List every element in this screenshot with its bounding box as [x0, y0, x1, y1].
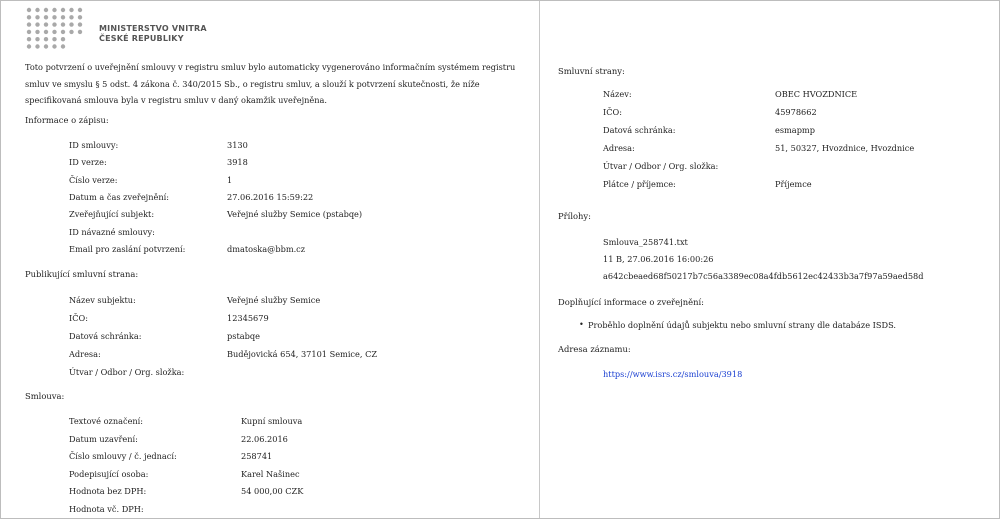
strany-value: 51, 50327, Hvozdnice, Hvozdnice	[775, 143, 915, 153]
logo-dot	[61, 8, 65, 12]
logo-dots-icon	[25, 6, 91, 52]
smlouva-value: 258741	[241, 451, 273, 461]
publikujici-label: Datová schránka:	[69, 331, 142, 341]
logo-dot	[78, 8, 82, 12]
logo-dot	[35, 22, 39, 26]
smlouva-row	[69, 414, 489, 428]
adresa-heading: Adresa záznamu:	[558, 344, 631, 354]
strany-value: Příjemce	[775, 179, 812, 189]
smlouva-row	[69, 467, 489, 481]
zapis-label: ID verze:	[69, 157, 107, 168]
zapis-heading: Informace o zápisu:	[25, 115, 109, 125]
logo-dot	[44, 44, 48, 48]
logo-dot	[35, 30, 39, 34]
logo-dot	[52, 44, 56, 48]
publikujici-value: Budějovická 654, 37101 Semice, CZ	[227, 349, 378, 359]
logo-dot	[27, 8, 31, 12]
zapis-row	[69, 207, 489, 221]
strany-row	[603, 141, 1000, 155]
smlouva-label: Podepisující osoba:	[69, 468, 149, 479]
doplnujici-heading: Doplňující informace o zveřejnění:	[558, 297, 704, 307]
zapis-value: 3918	[227, 157, 248, 168]
zapis-value: 3130	[227, 140, 248, 150]
logo-dot	[78, 22, 82, 26]
zapis-label: ID návazné smlouvy:	[69, 226, 155, 237]
ministry-logo	[25, 6, 285, 52]
zapis-row	[69, 225, 489, 239]
logo-dot	[52, 30, 56, 34]
strany-label: Útvar / Odbor / Org. složka:	[603, 161, 719, 171]
strany-heading: Smluvní strany:	[558, 66, 625, 76]
logo-dot	[27, 30, 31, 34]
publikujici-value: 12345679	[227, 313, 269, 323]
attachment-meta: 11 B, 27.06.2016 16:00:26	[603, 254, 714, 264]
publikujici-value: pstabqe	[227, 331, 260, 341]
publikujici-row	[69, 365, 489, 379]
zapis-row	[69, 190, 489, 204]
strany-row	[603, 159, 1000, 173]
publikujici-value: Veřejné služby Semice	[227, 295, 321, 305]
strany-label: IČO:	[603, 107, 622, 117]
strany-value: esmapmp	[775, 125, 815, 135]
smlouva-row	[69, 502, 489, 516]
logo-dot	[61, 30, 65, 34]
smlouva-value: Karel Našinec	[241, 468, 300, 479]
smlouva-row	[69, 449, 489, 463]
logo-dot	[52, 22, 56, 26]
logo-dot	[78, 15, 82, 19]
logo-dot	[27, 44, 31, 48]
logo-dot	[44, 30, 48, 34]
logo-dot	[27, 15, 31, 19]
logo-text	[99, 24, 207, 44]
zapis-label: Datum a čas zveřejnění:	[69, 191, 169, 202]
logo-line1: MINISTERSTVO VNITRA	[99, 24, 207, 33]
zapis-value: Veřejné služby Semice (pstabqe)	[227, 209, 363, 220]
smlouva-label: Datum uzavření:	[69, 433, 138, 444]
logo-dot	[35, 15, 39, 19]
logo-dot	[52, 8, 56, 12]
zapis-label: Zveřejňující subjekt:	[69, 209, 155, 220]
logo-dot	[35, 44, 39, 48]
logo-dot	[35, 8, 39, 12]
smlouva-label: Hodnota vč. DPH:	[69, 503, 144, 514]
strany-label: Datová schránka:	[603, 125, 676, 135]
bullet-icon: •	[579, 319, 584, 329]
logo-dot	[61, 37, 65, 41]
smlouva-row	[69, 484, 489, 498]
logo-dot	[35, 37, 39, 41]
smlouva-value: 54 000,00 CZK	[241, 486, 304, 496]
publikujici-label: Útvar / Odbor / Org. složka:	[69, 367, 185, 377]
publikujici-label: Název subjektu:	[69, 295, 136, 305]
logo-line2: ČESKÉ REPUBLIKY	[99, 34, 184, 43]
attachment-name[interactable]: Smlouva_258741.txt	[603, 237, 688, 247]
logo-dot	[61, 15, 65, 19]
publikujici-label: Adresa:	[69, 349, 101, 359]
publikujici-label: IČO:	[69, 313, 88, 323]
strany-label: Plátce / příjemce:	[603, 179, 676, 189]
zapis-row	[69, 173, 489, 187]
logo-dot	[69, 22, 73, 26]
logo-dot	[69, 15, 73, 19]
logo-dot	[44, 15, 48, 19]
strany-row	[603, 177, 1000, 191]
attachment-hash: a642cbeaed68f50217b7c56a3389ec08a4fdb5612ec42433b3a7f97a59aed58d	[603, 271, 924, 281]
strany-value: OBEC HVOZDNICE	[775, 89, 858, 99]
logo-dot	[52, 37, 56, 41]
prilohy-heading: Přílohy:	[558, 211, 591, 221]
publikujici-row	[69, 347, 489, 361]
smlouva-heading: Smlouva:	[25, 391, 65, 401]
logo-dot	[27, 22, 31, 26]
zapis-value: dmatoska@bbm.cz	[227, 243, 306, 254]
logo-dot	[61, 44, 65, 48]
smlouva-value: 22.06.2016	[241, 433, 288, 444]
publikujici-row	[69, 311, 489, 325]
smlouva-label: Hodnota bez DPH:	[69, 486, 147, 496]
logo-dot	[69, 30, 73, 34]
strany-value: 45978662	[775, 107, 817, 117]
smlouva-label: Textové označení:	[69, 416, 144, 426]
zapis-label: Email pro zaslání potvrzení:	[69, 243, 186, 254]
column-divider	[539, 1, 540, 518]
zapis-label: ID smlouvy:	[69, 140, 119, 150]
zapis-label: Číslo verze:	[69, 174, 118, 185]
logo-dot	[52, 15, 56, 19]
smlouva-row	[69, 432, 489, 446]
strany-row	[603, 123, 1000, 137]
smlouva-value: Kupní smlouva	[241, 416, 303, 426]
logo-dot	[44, 8, 48, 12]
intro-text: Toto potvrzení o uveřejnění smlouvy v registru smluv bylo automaticky vygenerováno informačním systémem registru smluv ve smyslu § 5 odst. 4 zákona č. 340/2015 Sb., o registru smluv, a slouží k potvrzení skutečnosti, že níže specifikovaná smlouva byla v registru smluv v daný okamžik uveřejněna.	[25, 62, 516, 106]
logo-dot	[61, 22, 65, 26]
strany-label: Adresa:	[603, 143, 635, 153]
zapis-row	[69, 155, 489, 169]
publikujici-heading: Publikující smluvní strana:	[25, 269, 139, 279]
zapis-row	[69, 242, 489, 256]
logo-dot	[69, 8, 73, 12]
strany-label: Název:	[603, 89, 632, 99]
logo-dot	[44, 22, 48, 26]
logo-dot	[44, 37, 48, 41]
record-url-link[interactable]: https://www.isrs.cz/smlouva/3918	[603, 369, 743, 379]
zapis-value: 1	[227, 174, 233, 185]
smlouva-label: Číslo smlouvy / č. jednací:	[69, 451, 177, 461]
doplnujici-item: Proběhlo doplnění údajů subjektu nebo smluvní strany dle databáze ISDS.	[588, 320, 897, 330]
publikujici-row	[69, 329, 489, 343]
zapis-value: 27.06.2016 15:59:22	[227, 191, 314, 202]
logo-dot	[27, 37, 31, 41]
strany-row	[603, 105, 1000, 119]
zapis-row	[69, 138, 489, 152]
publikujici-row	[69, 293, 489, 307]
logo-dot	[78, 30, 82, 34]
strany-row	[603, 87, 1000, 101]
